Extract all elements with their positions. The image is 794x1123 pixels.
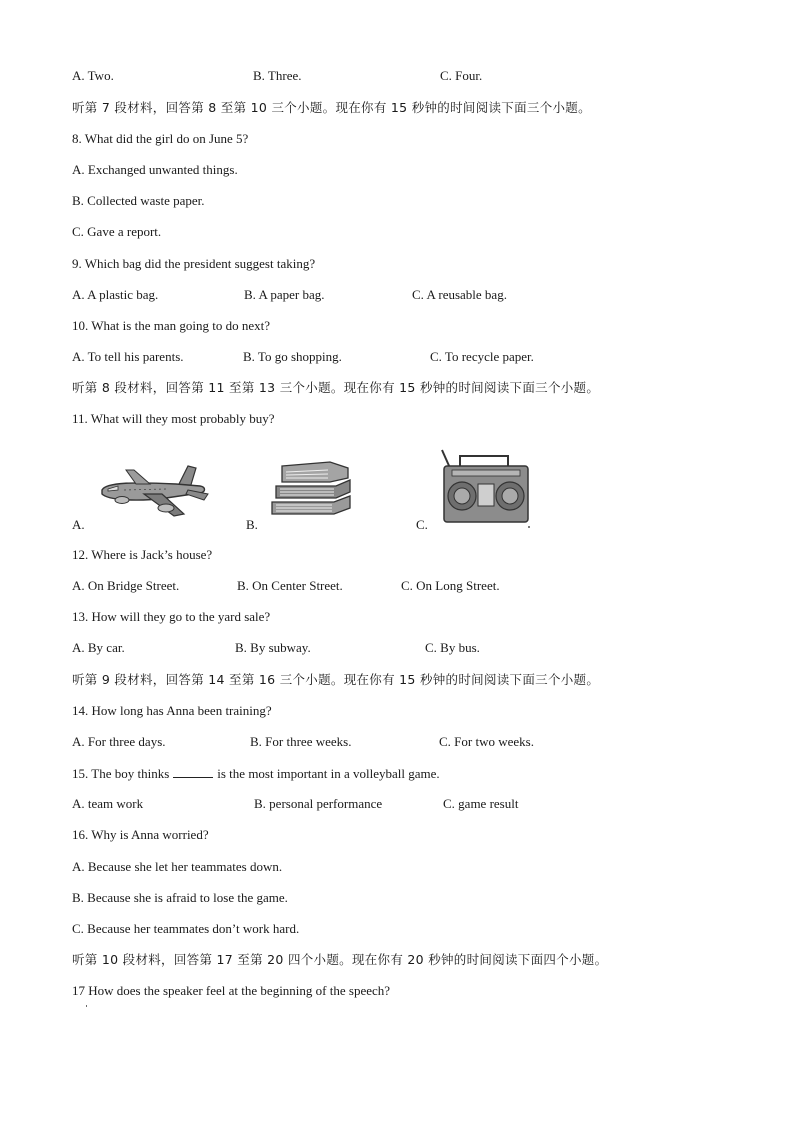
scan-speck: [528, 526, 530, 528]
q8-option-a[interactable]: A. Exchanged unwanted things.: [72, 162, 238, 177]
q15-option-a[interactable]: A. team work: [72, 796, 144, 811]
q9-option-b[interactable]: B. A paper bag.: [244, 287, 325, 302]
section-7-instruction: 听第 7 段材料，回答第 8 至第 10 三个小题。现在你有 15 秒钟的时间阅读下面三个小题。: [72, 100, 591, 115]
radio-icon[interactable]: [438, 448, 534, 526]
q10-option-a[interactable]: A. To tell his parents.: [72, 349, 184, 364]
q15-answer-blank[interactable]: [173, 765, 213, 778]
q13-option-b[interactable]: B. By subway.: [235, 640, 311, 655]
q15-option-c[interactable]: C. game result: [443, 796, 519, 811]
q16-option-a[interactable]: A. Because she let her teammates down.: [72, 859, 283, 874]
q11-option-c-label[interactable]: C.: [416, 517, 428, 532]
q10-stem: 10. What is the man going to do next?: [72, 318, 270, 333]
q13-option-c[interactable]: C. By bus.: [425, 640, 480, 655]
q9-option-a[interactable]: A. A plastic bag.: [72, 287, 159, 302]
q16-option-b[interactable]: B. Because she is afraid to lose the game.: [72, 890, 288, 905]
q8-option-c[interactable]: C. Gave a report.: [72, 224, 162, 239]
books-icon[interactable]: [268, 458, 354, 522]
q16-stem: 16. Why is Anna worried?: [72, 827, 209, 842]
q11-stem: 11. What will they most probably buy?: [72, 411, 275, 426]
q7-option-a[interactable]: A. Two.: [72, 68, 114, 83]
q13-stem: 13. How will they go to the yard sale?: [72, 609, 271, 624]
q15-option-b[interactable]: B. personal performance: [254, 796, 383, 811]
q8-option-b[interactable]: B. Collected waste paper.: [72, 193, 205, 208]
q14-option-a[interactable]: A. For three days.: [72, 734, 166, 749]
q12-option-b[interactable]: B. On Center Street.: [237, 578, 343, 593]
q10-option-c[interactable]: C. To recycle paper.: [430, 349, 534, 364]
q10-option-b[interactable]: B. To go shopping.: [243, 349, 342, 364]
q12-option-a[interactable]: A. On Bridge Street.: [72, 578, 180, 593]
airplane-icon[interactable]: [96, 460, 216, 522]
q14-option-c[interactable]: C. For two weeks.: [439, 734, 534, 749]
q12-option-c[interactable]: C. On Long Street.: [401, 578, 500, 593]
section-8-instruction: 听第 8 段材料，回答第 11 至第 13 三个小题。现在你有 15 秒钟的时间阅读下面三个小题。: [72, 380, 600, 395]
q15-stem: [72, 765, 440, 782]
q14-stem: 14. How long has Anna been training?: [72, 703, 272, 718]
section-9-instruction: 听第 9 段材料，回答第 14 至第 16 三个小题。现在你有 15 秒钟的时间阅读下面三个小题。: [72, 672, 600, 687]
q16-option-c[interactable]: C. Because her teammates don’t work hard.: [72, 921, 300, 936]
section-10-instruction: 听第 10 段材料，回答第 17 至第 20 四个小题。现在你有 20 秒钟的时间阅读下面四个小题。: [72, 952, 608, 967]
q9-stem: 9. Which bag did the president suggest taking?: [72, 256, 316, 271]
q14-option-b[interactable]: B. For three weeks.: [250, 734, 352, 749]
q9-option-c[interactable]: C. A reusable bag.: [412, 287, 507, 302]
q7-option-b[interactable]: B. Three.: [253, 68, 302, 83]
q15-stem-before: 15. The boy thinks: [72, 766, 170, 781]
q11-option-b-label[interactable]: B.: [246, 517, 258, 532]
q11-option-a-label[interactable]: A.: [72, 517, 85, 532]
scan-speck: [86, 1005, 87, 1007]
q7-option-c[interactable]: C. Four.: [440, 68, 483, 83]
q8-stem: 8. What did the girl do on June 5?: [72, 131, 249, 146]
q13-option-a[interactable]: A. By car.: [72, 640, 125, 655]
q17-stem: 17 How does the speaker feel at the beginning of the speech?: [72, 983, 391, 998]
q15-stem-after: is the most important in a volleyball game.: [217, 766, 440, 781]
q12-stem: 12. Where is Jack’s house?: [72, 547, 213, 562]
